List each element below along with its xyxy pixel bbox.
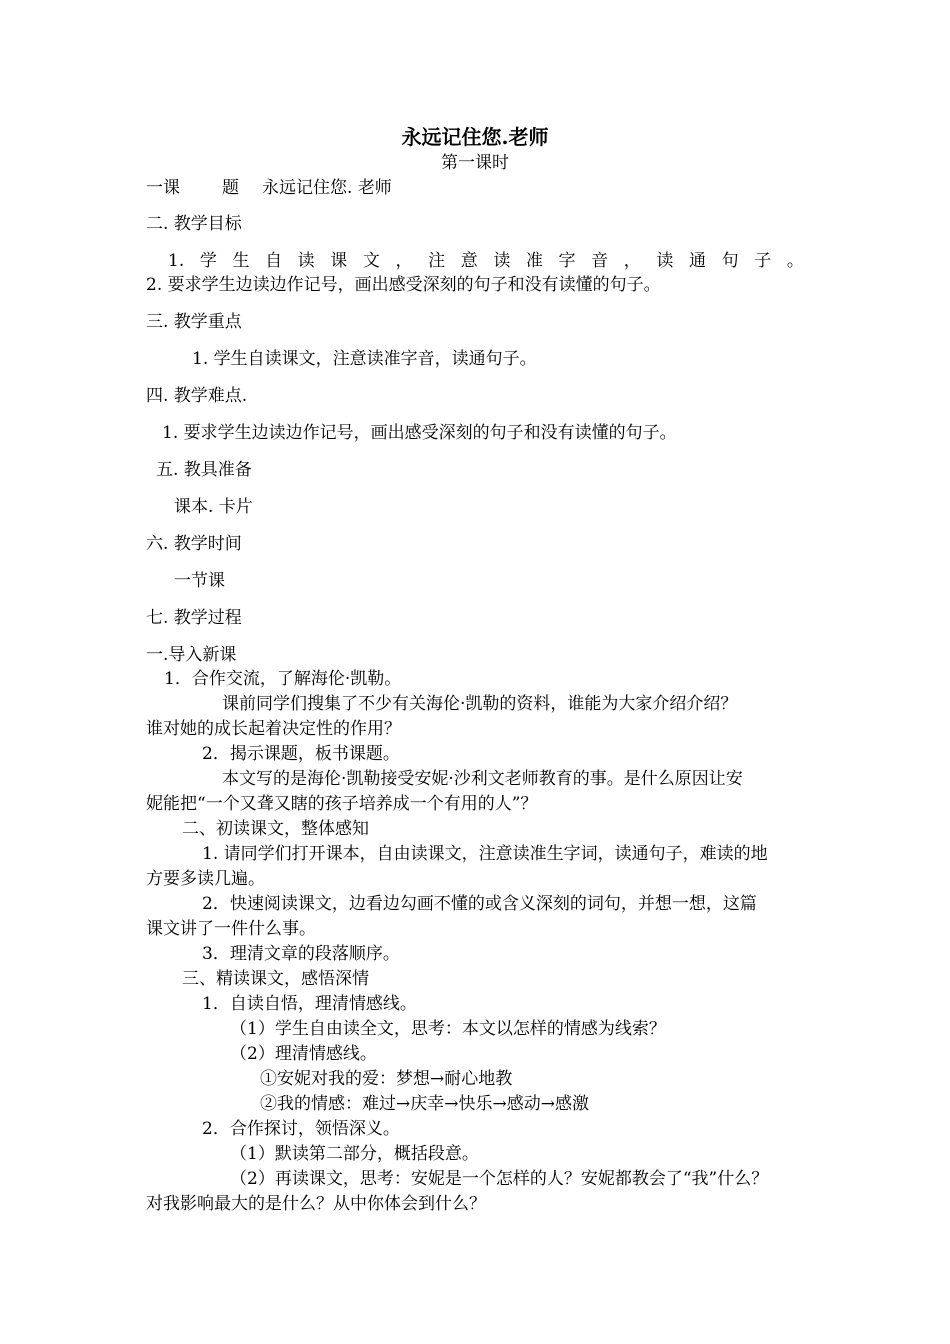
section-3-item-1: 1．自读自悟，理清情感线。 xyxy=(202,994,417,1014)
section-1-item-2-text-b: 妮能把“一个又聋又瞎的孩子培养成一个有用的人”？ xyxy=(146,794,538,814)
goal-1-char: 读 xyxy=(297,251,315,271)
section-3-item-1-d: ②我的情感：难过→庆幸→快乐→感动→感激 xyxy=(260,1094,589,1114)
goal-1-char: 课 xyxy=(330,251,348,271)
topic-value: 永远记住您. 老师 xyxy=(262,178,392,198)
goal-1-char: 自 xyxy=(265,251,283,271)
topic-label-b: 题 xyxy=(222,178,239,198)
goal-1-char: 注 xyxy=(428,251,446,271)
goal-1-char: ， xyxy=(395,251,413,271)
key-point-1: 1. 学生自读课文，注意读准字音，读通句子。 xyxy=(192,349,537,369)
section-2-item-1-a: 1. 请同学们打开课本，自由读课文，注意读准生字词，读通句子，难读的地 xyxy=(202,844,768,864)
difficulty-1: 1. 要求学生边读边作记号，画出感受深刻的句子和没有读懂的句子。 xyxy=(162,423,677,443)
goal-1-char: 音 xyxy=(591,251,609,271)
goal-2: 2. 要求学生边读边作记号，画出感受深刻的句子和没有读懂的句子。 xyxy=(146,275,661,295)
section-3-item-1-b: （2）理清情感线。 xyxy=(230,1044,377,1064)
section-2-item-3: 3．理清文章的段落顺序。 xyxy=(202,944,400,964)
goal-1-char: 生 xyxy=(232,251,250,271)
heading-goals: 二. 教学目标 xyxy=(146,214,242,234)
section-3-item-1-c: ①安妮对我的爱：梦想→耐心地教 xyxy=(260,1069,513,1089)
goal-1-char: 句 xyxy=(721,251,739,271)
section-1-item-2: 2．揭示课题，板书课题。 xyxy=(202,744,400,764)
section-2-item-2-a: 2．快速阅读课文，边看边勾画不懂的或含义深刻的词句，并想一想，这篇 xyxy=(202,894,757,914)
section-3-heading: 三、精读课文，感悟深情 xyxy=(182,969,369,989)
page-title: 永远记住您.老师 xyxy=(401,125,549,149)
preparation: 课本. 卡片 xyxy=(174,497,253,517)
section-3-item-2-c: 对我影响最大的是什么？从中你体会到什么？ xyxy=(146,1194,486,1214)
section-2-item-1-b: 方要多读几遍。 xyxy=(146,869,265,889)
heading-process: 七. 教学过程 xyxy=(146,608,242,628)
section-1-item-1: 1．合作交流，了解海伦·凯勒。 xyxy=(164,669,402,689)
goal-1-char: 通 xyxy=(688,251,706,271)
goal-1 xyxy=(168,250,804,272)
section-1-item-2-text-a: 本文写的是海伦·凯勒接受安妮·沙利文老师教育的事。是什么原因让安 xyxy=(222,769,743,789)
goal-1-char: 字 xyxy=(558,251,576,271)
section-3-item-1-a: （1）学生自由读全文，思考：本文以怎样的情感为线索？ xyxy=(230,1019,666,1039)
section-1-item-1-text-a: 课前同学们搜集了不少有关海伦·凯勒的资料，谁能为大家介绍介绍？ xyxy=(222,694,738,714)
goal-1-char: 读 xyxy=(493,251,511,271)
section-2-heading: 二、初读课文，整体感知 xyxy=(182,819,369,839)
goal-1-char: 读 xyxy=(656,251,674,271)
subtitle: 第一课时 xyxy=(441,153,509,173)
topic-label-a: 一课 xyxy=(146,178,180,198)
section-2-item-2-b: 课文讲了一件什么事。 xyxy=(146,919,316,939)
goal-1-char: 1. xyxy=(168,251,185,271)
heading-preparation: 五. 教具准备 xyxy=(156,460,252,480)
section-3-item-2-a: （1）默读第二部分，概括段意。 xyxy=(230,1144,479,1164)
time: 一节课 xyxy=(174,571,225,591)
heading-difficulties: 四. 教学难点. xyxy=(146,386,248,406)
heading-time: 六. 教学时间 xyxy=(146,534,242,554)
section-1-heading: 一.导入新课 xyxy=(146,645,237,665)
goal-1-char: 文 xyxy=(362,251,380,271)
heading-key-points: 三. 教学重点 xyxy=(146,312,242,332)
goal-1-char: 意 xyxy=(460,251,478,271)
goal-1-char: 准 xyxy=(525,251,543,271)
section-3-item-2-b: （2）再读课文，思考：安妮是一个怎样的人？安妮都教会了“我”什么？ xyxy=(230,1169,769,1189)
section-3-item-2: 2．合作探讨，领悟深义。 xyxy=(202,1119,400,1139)
goal-1-char: 子 xyxy=(754,251,772,271)
goal-1-char: 学 xyxy=(199,251,217,271)
section-1-item-1-text-b: 谁对她的成长起着决定性的作用？ xyxy=(146,719,401,739)
goal-1-char: 。 xyxy=(786,251,804,271)
goal-1-char: ， xyxy=(623,251,641,271)
